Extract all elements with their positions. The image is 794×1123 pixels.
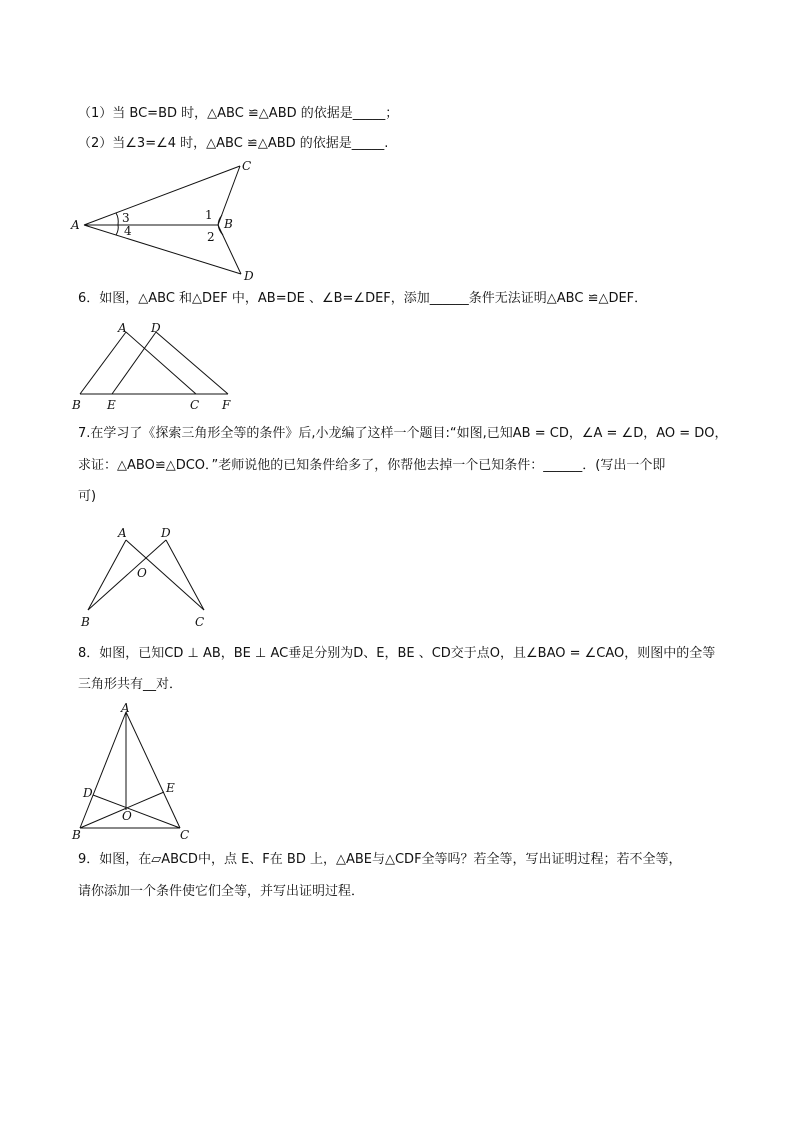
q5-part2: （2）当∠3=∠4 时，△ABC ≌△ABD 的依据是_____. xyxy=(78,136,389,151)
label-A: A xyxy=(118,321,127,335)
label-A: A xyxy=(71,218,80,232)
label-F: F xyxy=(222,398,231,412)
segment-DF xyxy=(156,332,228,394)
q7-line2: 求证：△ABO≌△DCO．”老师说他的已知条件给多了，你帮他去掉一个已知条件：______．(写出一个即 xyxy=(78,458,666,473)
segment-AB xyxy=(80,712,126,828)
label-C: C xyxy=(180,828,190,842)
label-4: 4 xyxy=(124,224,132,238)
segment-AC xyxy=(84,166,240,225)
figure-q7 xyxy=(74,522,224,634)
label-B: B xyxy=(72,828,81,842)
label-O: O xyxy=(122,809,132,823)
label-C: C xyxy=(242,159,252,173)
q7-line3: 可) xyxy=(78,489,97,504)
figure-q6 xyxy=(66,318,256,414)
q9-line1: 9．如图，在▱ABCD中，点 E、F在 BD 上，△ABE与△CDF全等吗？若全等，写出证明过程；若不全等， xyxy=(78,852,682,867)
segment-BA xyxy=(88,540,126,610)
label-2: 2 xyxy=(207,230,215,244)
q7-line1: 7.在学习了《探索三角形全等的条件》后,小龙编了这样一个题目:“如图,已知AB = CD，∠A = ∠D，AO = DO， xyxy=(78,426,728,441)
q5-part1: （1）当 BC=BD 时，△ABC ≌△ABD 的依据是_____； xyxy=(78,106,399,121)
figure-q8 xyxy=(66,702,196,842)
label-B: B xyxy=(81,615,90,629)
label-D: D xyxy=(161,526,171,540)
segment-DC xyxy=(166,540,204,610)
label-3: 3 xyxy=(122,211,130,225)
segment-AD xyxy=(84,225,241,274)
label-C: C xyxy=(190,398,200,412)
label-E: E xyxy=(166,781,175,795)
figure-q5 xyxy=(66,158,266,284)
label-D: D xyxy=(83,786,93,800)
label-E: E xyxy=(107,398,116,412)
angle-arc-3 xyxy=(116,213,118,225)
q8-line1: 8．如图，已知CD ⊥ AB，BE ⊥ AC垂足分别为D、E，BE 、CD交于点O，且∠BAO = ∠CAO，则图中的全等 xyxy=(78,646,716,661)
label-B: B xyxy=(72,398,81,412)
angle-arc-4 xyxy=(116,225,118,235)
label-B: B xyxy=(224,217,233,231)
q6-text: 6．如图，△ABC 和△DEF 中，AB=DE 、∠B=∠DEF，添加______条件无法证明△ABC ≌△DEF． xyxy=(78,291,648,306)
label-D: D xyxy=(151,321,161,335)
label-O: O xyxy=(137,566,147,580)
segment-AC xyxy=(126,332,196,394)
label-A: A xyxy=(118,526,127,540)
label-D: D xyxy=(244,269,254,283)
segment-BD xyxy=(88,540,166,610)
q9-line2: 请你添加一个条件使它们全等，并写出证明过程． xyxy=(78,884,365,899)
q8-line2: 三角形共有__对． xyxy=(78,677,183,692)
label-A: A xyxy=(121,701,130,715)
label-C: C xyxy=(195,615,205,629)
label-1: 1 xyxy=(205,208,213,222)
